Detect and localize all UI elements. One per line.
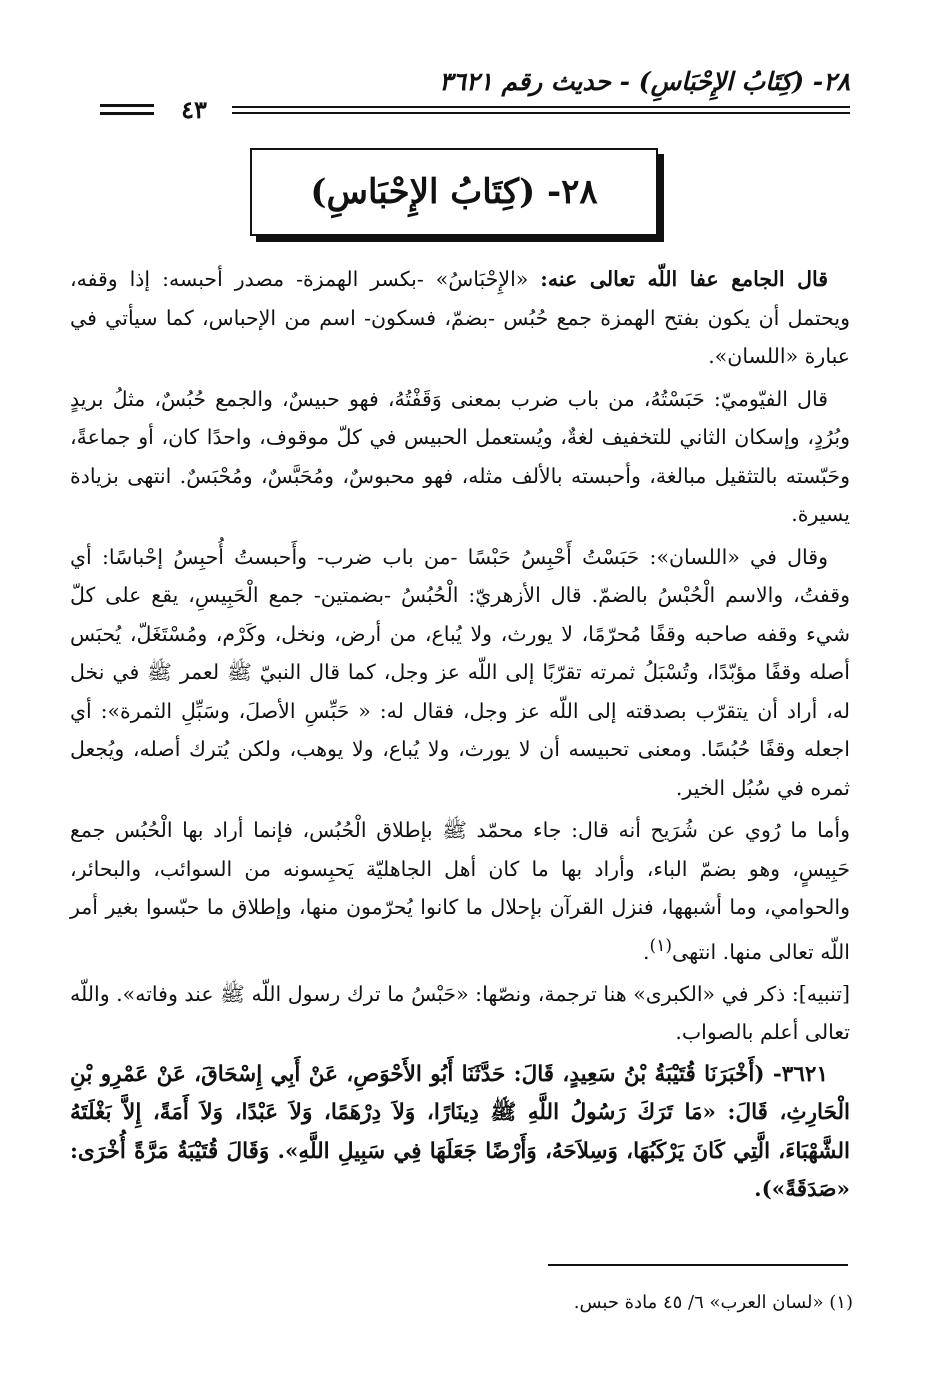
paragraph-note xyxy=(70,975,850,1052)
paragraph-fayyumi xyxy=(70,380,850,534)
chapter-title: ٢٨- (كِتَابُ الإِحْبَاسِ) xyxy=(310,172,598,212)
header-rule xyxy=(232,106,850,108)
paragraph-intro xyxy=(70,260,850,376)
footnote: (١) «لسان العرب» ٦/ ٤٥ مادة حبس. xyxy=(573,1292,853,1313)
paragraph-shurayh: وأما ما رُوي عن شُرَيح أنه قال: جاء محمّد ﷺ بإطلاق الْحُبُس، فإنما أراد بها الْحُبُس جمع حَبِيسٍ، وهو بضمّ الباء، وأراد بها ما كان أهل الجاهليّة يَحبِسونه من السوائب، والبحائر، والحوامي، وما أشبهها، فنزل القرآن بإحلال ما كانوا يُحرّمون منها، وإطلاق ما حبّسوا بغير أمر اللّه تعالى منها. انتهى$^{(١)}$. xyxy=(70,818,850,964)
paragraph-fayyumi-text: قال الفيّوميّ: حَبَسْتُهُ، من باب ضرب بمعنى وَقَفْتُهُ، فهو حبيسٌ، والجمع حُبُسٌ، مثلُ بريدٍ وبُرُدٍ، وإسكان الثاني للتخفيف لغةٌ، ويُستعمل الحبيس في كلّ موقوف، واحدًا كان، أو جماعةً، وحَبّسته بالتثقيل مبالغة، وأحبسته بالألف مثله، فهو محبوسٌ، ومُحَبَّسٌ، ومُحْبَسٌ. انتهى بزيادة يسيرة. xyxy=(70,386,850,526)
page-number: ٤٣ xyxy=(181,95,207,124)
header-rule xyxy=(100,112,154,115)
header-rule xyxy=(232,112,850,114)
footnote-rule xyxy=(548,1264,848,1266)
running-header-title: ٢٨- (كِتَابُ الإِحْبَاسِ) - حديث رقم ٣٦٢١ xyxy=(439,67,850,96)
hadith-text xyxy=(70,1056,850,1210)
author-intro: قال الجامع عفا اللّه تعالى عنه: xyxy=(540,267,829,291)
running-header xyxy=(100,64,850,124)
footnote-ref: (١) xyxy=(649,935,673,956)
paragraph-note-text: [تنبيه]: ذكر في «الكبرى» هنا ترجمة، ونصّها: «حَبْسُ ما ترك رسول اللّه ﷺ عند وفاته». واللّه تعالى أعلم بالصواب. xyxy=(70,981,850,1045)
paragraph-intro-text: «الإِحْبَاسُ» -بكسر الهمزة- مصدر أحبسه: إذا وقفه، ويحتمل أن يكون بفتح الهمزة جمع حُبُس -بضمّ، فسكون- اسم من الإحباس، كما سيأتي في عبارة «اللسان». xyxy=(70,267,851,368)
header-rule xyxy=(100,104,154,107)
chapter-title-box xyxy=(250,148,658,236)
paragraph-shurayh-text: وأما ما رُوي عن شُرَيح أنه قال: جاء محمّد ﷺ بإطلاق الْحُبُس، فإنما أراد بها الْحُبُس جمع حَبِيسٍ، وهو بضمّ الباء، وأراد بها ما كان أهل الجاهليّة يَحبِسونه من السوائب، والبحائر، والحوامي، وما أشبهها، فنزل القرآن بإحلال ما كانوا يُحرّمون منها، وإطلاق ما حبّسوا بغير أمر اللّه تعالى منها. انتهى xyxy=(70,818,850,964)
body-text xyxy=(70,260,850,1214)
paragraph-lisan-text: وقال في «اللسان»: حَبَسْتُ أَحْبِسُ حَبْسًا -من باب ضرب- وأَحبستُ أُحبِسُ إحْباسًا: أي وقفتُ، والاسم الْحُبْسُ بالضمّ. قال الأزهريّ: الْحُبُسُ -بضمتين- جمع الْحَبِيسِ، يقع على كلّ شيء وقفه صاحبه وقفًا مُحرّمًا، لا يورث، ولا يُباع، من أرض، ونخل، وكَرْم، ومُسْتَغَلّ، يُحبَس أصله وقفًا مؤبّدًا، وتُسْبَلُ ثمرته تقرّبًا إلى اللّه عز وجل، كما قال النبيّ ﷺ لعمر ﷺ في نخل له، أراد أن يتقرّب بصدقته إلى اللّه عز وجل، فقال له: « حَبِّسِ الأصلَ، وسَبِّلِ الثمرة»: أي اجعله وقفًا حُبُسًا. ومعنى تحبيسه أن لا يورث، ولا يُباع، ولا يوهب، ولكن يُترك أصله، ويُجعل ثمره في سُبُل الخير. xyxy=(70,544,850,800)
hadith-body: ٣٦٢١- (أَخْبَرَنَا قُتَيْبَةُ بْنُ سَعِيدٍ، قَالَ: حَدَّثَنَا أَبُو الأَحْوَصِ، عَنْ أَبِي إِسْحَاقَ، عَنْ عَمْرِو بْنِ الْحَارِثِ، قَالَ: «مَا تَرَكَ رَسُولُ اللَّهِ ﷺ دِينَارًا، وَلاَ دِرْهَمًا، وَلاَ عَبْدًا، وَلاَ أَمَةً، إِلاَّ بَغْلَتَهُ الشَّهْبَاءَ، الَّتِي كَانَ يَرْكَبُهَا، وَسِلاَحَهُ، وَأَرْضًا جَعَلَهَا فِي سَبِيلِ اللَّهِ». وَقَالَ قُتَيْبَةُ مَرَّةً أُخْرَى: «صَدَقَةً»). xyxy=(70,1061,850,1203)
paragraph-lisan xyxy=(70,538,850,808)
